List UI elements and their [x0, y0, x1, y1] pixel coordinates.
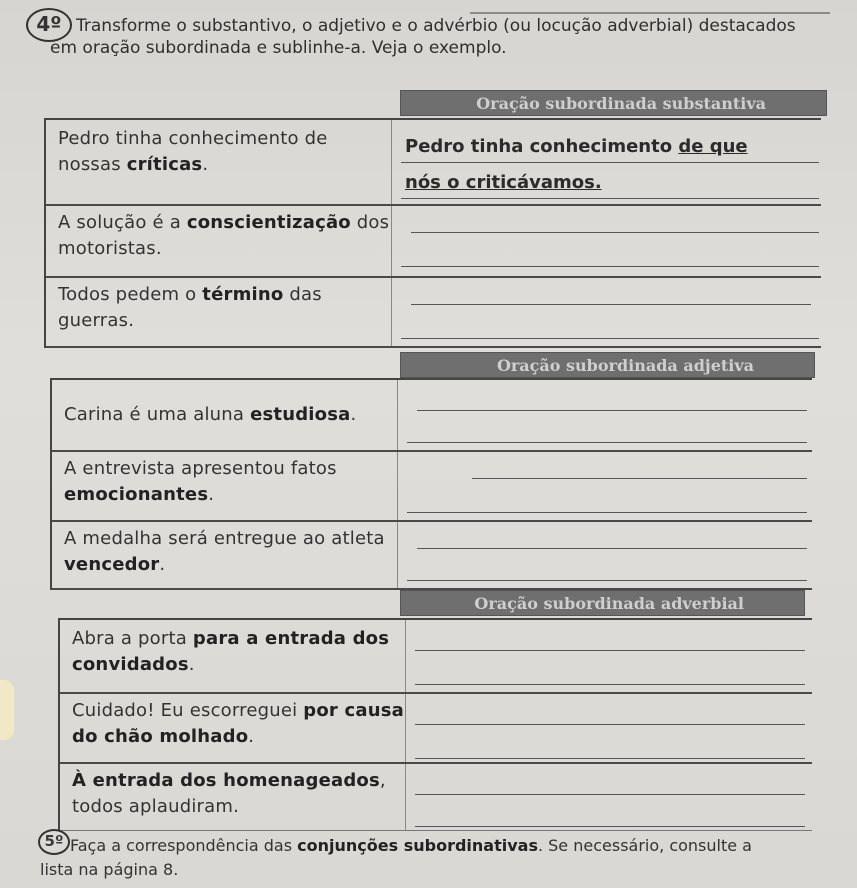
answer-line[interactable] [407, 512, 807, 513]
table-row [52, 450, 812, 522]
table-row [46, 276, 821, 348]
sentence-cell: À entrada dos homenageados, todos aplaudiram. [72, 770, 386, 817]
answer-line[interactable] [411, 304, 811, 305]
answer-line[interactable] [415, 758, 805, 759]
answer-line[interactable] [411, 232, 819, 233]
question-5-badge: 5º [38, 829, 70, 855]
answer-line[interactable] [415, 826, 805, 827]
answer-line[interactable] [407, 442, 807, 443]
sentence-cell: Pedro tinha conhecimento de nossas críticas. [58, 128, 328, 175]
answer-line[interactable] [417, 410, 807, 411]
example-answer-line-1: Pedro tinha conhecimento de que [405, 136, 748, 157]
finger-edge [0, 680, 14, 740]
sentence-cell: Abra a porta para a entrada dos convidados. [72, 628, 390, 675]
question-5-text: Faça a correspondência das conjunções subordinativas. Se necessário, consulte a [70, 836, 752, 855]
section-header-adverbial: Oração subordinada adverbial [400, 590, 805, 616]
sentence-cell: Cuidado! Eu escorreguei por causa do chão molhado. [72, 700, 404, 747]
answer-line[interactable] [415, 684, 805, 685]
answer-line[interactable] [415, 794, 805, 795]
table-adverbial [58, 618, 812, 830]
instruction-line-2: em oração subordinada e sublinhe-a. Veja o exemplo. [50, 38, 507, 58]
top-rule [470, 12, 830, 14]
section-header-substantiva: Oração subordinada substantiva [400, 90, 827, 116]
sentence-cell: Todos pedem o término das guerras. [58, 284, 322, 331]
question-5-text-line-2: lista na página 8. [40, 860, 179, 879]
section-header-adjetiva: Oração subordinada adjetiva [400, 352, 815, 378]
table-row [52, 520, 812, 590]
sentence-cell: A entrevista apresentou fatos emocionantes. [64, 458, 337, 505]
table-row [46, 204, 821, 278]
example-answer-line-2: nós o criticávamos. [405, 172, 602, 193]
answer-line[interactable] [415, 650, 805, 651]
answer-line[interactable] [401, 266, 819, 267]
table-row [60, 620, 812, 694]
table-adjetiva [50, 378, 812, 590]
sentence-cell: A medalha será entregue ao atleta vencedor. [64, 528, 385, 575]
sentence-cell: Carina é uma aluna estudiosa. [64, 404, 357, 425]
answer-line[interactable] [472, 478, 807, 479]
answer-line[interactable] [401, 338, 819, 339]
table-row [46, 120, 821, 206]
answer-line[interactable] [407, 580, 807, 581]
instruction-line-1: Transforme o substantivo, o adjetivo e o advérbio (ou locução adverbial) destacados [76, 16, 796, 36]
answer-line[interactable] [415, 724, 805, 725]
table-substantiva [44, 118, 821, 348]
table-row [60, 762, 812, 831]
table-row [52, 380, 812, 452]
question-number-badge: 4º [26, 8, 72, 42]
answer-line[interactable] [417, 548, 807, 549]
sentence-cell: A solução é a conscientização dos motoristas. [58, 212, 390, 259]
table-row [60, 692, 812, 764]
